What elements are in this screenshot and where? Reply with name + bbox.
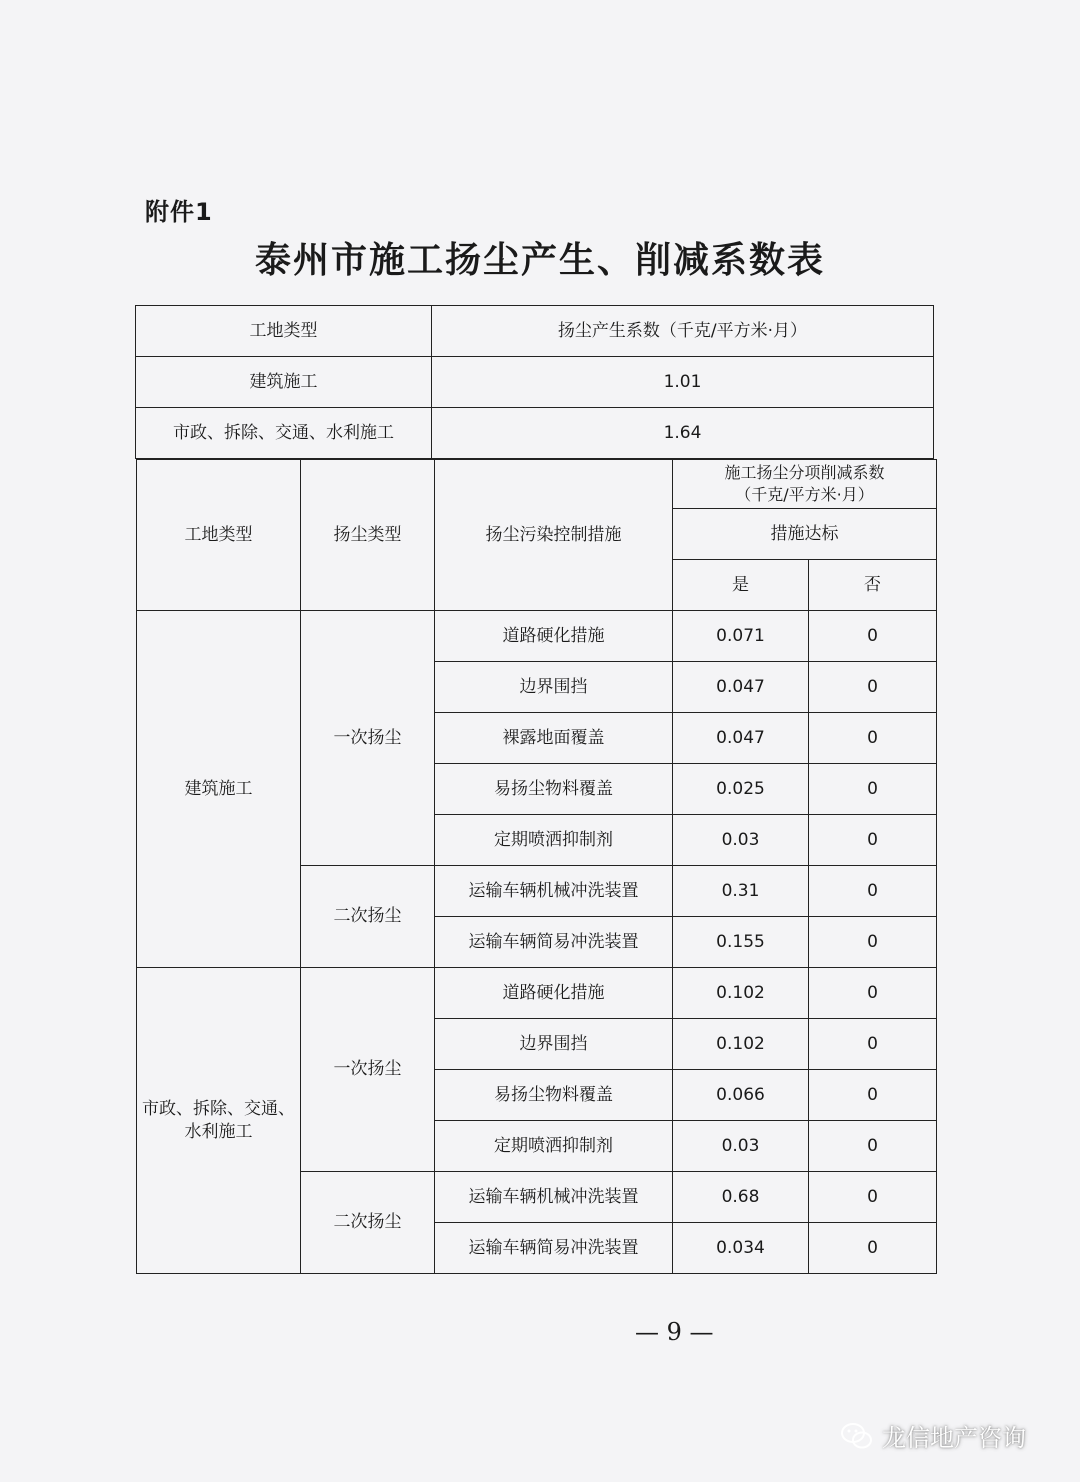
no-value-cell: 0 bbox=[809, 866, 937, 917]
page-number: — 9 — bbox=[635, 1318, 714, 1346]
yes-value-cell: 0.034 bbox=[673, 1223, 809, 1274]
no-value-cell: 0 bbox=[809, 1172, 937, 1223]
yes-value-cell: 0.047 bbox=[673, 662, 809, 713]
watermark bbox=[840, 1418, 1026, 1453]
site-type-line2: 水利施工 bbox=[184, 1121, 253, 1142]
value-cell: 1.64 bbox=[432, 408, 934, 459]
watermark-text: 龙信地产咨询 bbox=[882, 1424, 1026, 1452]
dust-reduction-table bbox=[136, 459, 937, 1274]
table-row bbox=[136, 357, 934, 408]
table-row bbox=[137, 611, 937, 662]
no-value-cell: 0 bbox=[809, 1019, 937, 1070]
site-type-cell bbox=[137, 968, 301, 1274]
no-value-cell: 0 bbox=[809, 662, 937, 713]
header-yes: 是 bbox=[673, 560, 809, 611]
site-type-cell: 市政、拆除、交通、水利施工 bbox=[136, 408, 432, 459]
table-header-row bbox=[136, 306, 934, 357]
header-reduction-coef-line1: 施工扬尘分项削减系数 bbox=[724, 463, 885, 483]
yes-value-cell: 0.03 bbox=[673, 1121, 809, 1172]
yes-value-cell: 0.155 bbox=[673, 917, 809, 968]
no-value-cell: 0 bbox=[809, 611, 937, 662]
table-header-row bbox=[137, 460, 937, 509]
document-title: 泰州市施工扬尘产生、削减系数表 bbox=[254, 239, 825, 281]
measure-cell: 运输车辆机械冲洗装置 bbox=[435, 866, 673, 917]
header-reduction-coef-line2: （千克/平方米·月） bbox=[735, 485, 874, 504]
measure-cell: 边界围挡 bbox=[435, 662, 673, 713]
measure-cell: 运输车辆简易冲洗装置 bbox=[435, 1223, 673, 1274]
no-value-cell: 0 bbox=[809, 968, 937, 1019]
no-value-cell: 0 bbox=[809, 764, 937, 815]
yes-value-cell: 0.071 bbox=[673, 611, 809, 662]
measure-cell: 运输车辆机械冲洗装置 bbox=[435, 1172, 673, 1223]
dust-type-cell: 一次扬尘 bbox=[301, 968, 435, 1172]
table-row bbox=[137, 968, 937, 1019]
measure-cell: 运输车辆简易冲洗装置 bbox=[435, 917, 673, 968]
header-generation-coef: 扬尘产生系数（千克/平方米·月） bbox=[432, 306, 934, 357]
no-value-cell: 0 bbox=[809, 815, 937, 866]
dust-type-cell: 一次扬尘 bbox=[301, 611, 435, 866]
yes-value-cell: 0.68 bbox=[673, 1172, 809, 1223]
no-value-cell: 0 bbox=[809, 1121, 937, 1172]
header-measure-standard: 措施达标 bbox=[673, 509, 937, 560]
no-value-cell: 0 bbox=[809, 713, 937, 764]
header-reduction-coef bbox=[673, 460, 937, 509]
attachment-label: 附件1 bbox=[145, 198, 213, 226]
wechat-icon bbox=[840, 1421, 874, 1451]
yes-value-cell: 0.102 bbox=[673, 968, 809, 1019]
yes-value-cell: 0.047 bbox=[673, 713, 809, 764]
measure-cell: 定期喷洒抑制剂 bbox=[435, 815, 673, 866]
yes-value-cell: 0.31 bbox=[673, 866, 809, 917]
yes-value-cell: 0.102 bbox=[673, 1019, 809, 1070]
measure-cell: 裸露地面覆盖 bbox=[435, 713, 673, 764]
header-site-type: 工地类型 bbox=[136, 306, 432, 357]
header-dust-type: 扬尘类型 bbox=[301, 460, 435, 611]
measure-cell: 道路硬化措施 bbox=[435, 968, 673, 1019]
measure-cell: 易扬尘物料覆盖 bbox=[435, 764, 673, 815]
site-type-cell: 建筑施工 bbox=[136, 357, 432, 408]
site-type-line1: 市政、拆除、交通、 bbox=[142, 1098, 295, 1119]
no-value-cell: 0 bbox=[809, 1070, 937, 1121]
site-type-cell: 建筑施工 bbox=[137, 611, 301, 968]
header-control-measure: 扬尘污染控制措施 bbox=[435, 460, 673, 611]
measure-cell: 道路硬化措施 bbox=[435, 611, 673, 662]
yes-value-cell: 0.066 bbox=[673, 1070, 809, 1121]
header-site-type: 工地类型 bbox=[137, 460, 301, 611]
dust-generation-table bbox=[135, 305, 934, 459]
header-no: 否 bbox=[809, 560, 937, 611]
measure-cell: 边界围挡 bbox=[435, 1019, 673, 1070]
table-row bbox=[136, 408, 934, 459]
no-value-cell: 0 bbox=[809, 917, 937, 968]
measure-cell: 定期喷洒抑制剂 bbox=[435, 1121, 673, 1172]
measure-cell: 易扬尘物料覆盖 bbox=[435, 1070, 673, 1121]
no-value-cell: 0 bbox=[809, 1223, 937, 1274]
dust-type-cell: 二次扬尘 bbox=[301, 1172, 435, 1274]
value-cell: 1.01 bbox=[432, 357, 934, 408]
yes-value-cell: 0.025 bbox=[673, 764, 809, 815]
yes-value-cell: 0.03 bbox=[673, 815, 809, 866]
dust-type-cell: 二次扬尘 bbox=[301, 866, 435, 968]
